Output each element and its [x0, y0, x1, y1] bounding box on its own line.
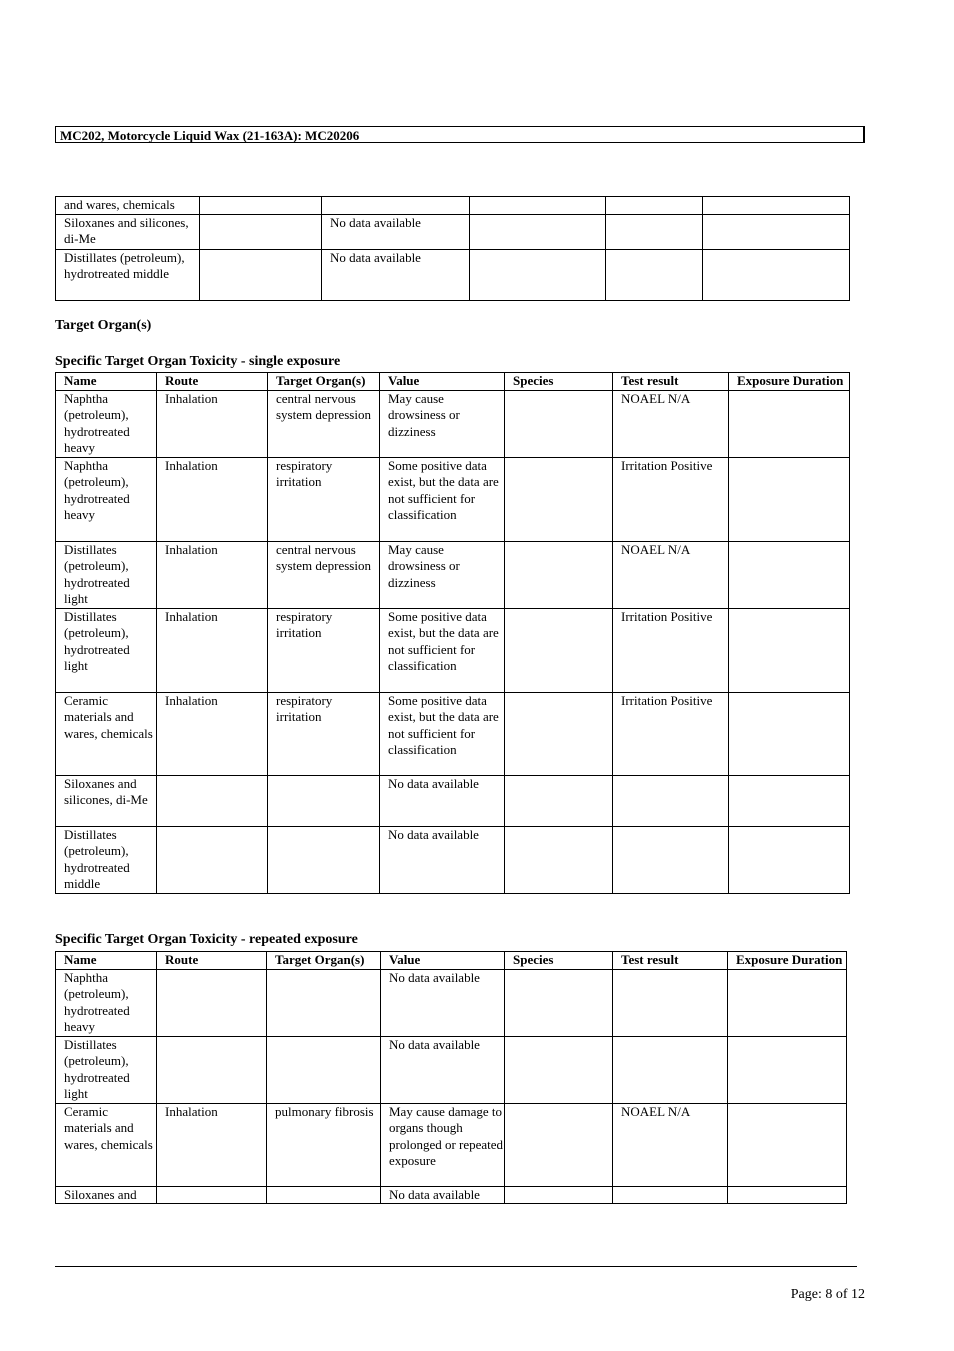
- table-cell: Naphtha (petroleum), hydrotreated heavy: [56, 390, 157, 457]
- table-cell: [613, 1036, 728, 1103]
- table-cell: pulmonary fibrosis: [267, 1103, 381, 1186]
- table-row: [56, 249, 850, 300]
- column-header: Route: [157, 952, 267, 970]
- table-cell: May cause damage to organs though prolonged or repeated exposure: [381, 1103, 505, 1186]
- column-header: Value: [381, 952, 505, 970]
- table-cell: [470, 249, 606, 300]
- table-cell: [505, 1036, 613, 1103]
- table-cell: and wares, chemicals: [56, 197, 200, 215]
- table-row: [56, 692, 850, 775]
- table-row: [56, 608, 850, 692]
- table-cell: Ceramic materials and wares, chemicals: [56, 1103, 157, 1186]
- table-cell: Inhalation: [157, 390, 268, 457]
- table-row: [56, 197, 850, 215]
- column-header: Value: [380, 373, 505, 391]
- table-row: [56, 1103, 847, 1186]
- footer-rule: [55, 1266, 857, 1267]
- table-row: [56, 457, 850, 541]
- table-cell: [606, 197, 703, 215]
- table-cell: [200, 249, 322, 300]
- table-cell: Irritation Positive: [613, 692, 729, 775]
- table-cell: [728, 969, 847, 1036]
- target-organs-heading: Target Organ(s): [55, 318, 152, 333]
- table-cell: Naphtha (petroleum), hydrotreated heavy: [56, 457, 157, 541]
- table-cell: [157, 775, 268, 826]
- table-cell: [703, 249, 850, 300]
- table-cell: [729, 457, 850, 541]
- table-cell: Inhalation: [157, 541, 268, 608]
- table-row: [56, 214, 850, 249]
- column-header: Test result: [613, 952, 728, 970]
- table-cell: [505, 775, 613, 826]
- table-cell: [606, 249, 703, 300]
- table-cell: Inhalation: [157, 1103, 267, 1186]
- table-cell: Irritation Positive: [613, 457, 729, 541]
- column-header: Species: [505, 952, 613, 970]
- column-header: Test result: [613, 373, 729, 391]
- table-cell: [157, 969, 267, 1036]
- column-header: Target Organ(s): [267, 952, 381, 970]
- table-cell: [268, 826, 380, 893]
- table-cell: [613, 775, 729, 826]
- table-cell: [505, 541, 613, 608]
- table-cell: [613, 969, 728, 1036]
- column-header: Route: [157, 373, 268, 391]
- table-cell: [728, 1186, 847, 1204]
- page-number: Page: 8 of 12: [790, 1287, 865, 1302]
- table-cell: [200, 214, 322, 249]
- table-cell: Ceramic materials and wares, chemicals: [56, 692, 157, 775]
- table-cell: Irritation Positive: [613, 608, 729, 692]
- table-cell: [728, 1103, 847, 1186]
- continued-table: [55, 196, 850, 301]
- table-cell: Distillates (petroleum), hydrotreated middle: [56, 249, 200, 300]
- column-header: Target Organ(s): [268, 373, 380, 391]
- table-cell: [505, 826, 613, 893]
- table-cell: May cause drowsiness or dizziness: [380, 390, 505, 457]
- table-cell: [613, 826, 729, 893]
- table-cell: respiratory irritation: [268, 457, 380, 541]
- table-cell: [505, 390, 613, 457]
- table-cell: [505, 969, 613, 1036]
- repeated-exposure-title: Specific Target Organ Toxicity - repeated exposure: [55, 932, 358, 947]
- table-cell: Siloxanes and: [56, 1186, 157, 1204]
- column-header: Species: [505, 373, 613, 391]
- document-header: MC202, Motorcycle Liquid Wax (21-163A): MC20206: [55, 126, 865, 143]
- table-cell: respiratory irritation: [268, 692, 380, 775]
- column-header: Exposure Duration: [729, 373, 850, 391]
- table-row: [56, 826, 850, 893]
- table-cell: No data available: [322, 249, 470, 300]
- table-cell: [505, 1103, 613, 1186]
- table-cell: [505, 457, 613, 541]
- table-row: [56, 1036, 847, 1103]
- table-cell: No data available: [381, 1036, 505, 1103]
- table-cell: Distillates (petroleum), hydrotreated middle: [56, 826, 157, 893]
- table-cell: [470, 214, 606, 249]
- column-header: Exposure Duration: [728, 952, 847, 970]
- table-cell: NOAEL N/A: [613, 1103, 728, 1186]
- table-cell: [157, 1186, 267, 1204]
- single-exposure-table: [55, 372, 850, 894]
- table-cell: Distillates (petroleum), hydrotreated light: [56, 541, 157, 608]
- single-exposure-title: Specific Target Organ Toxicity - single exposure: [55, 354, 341, 369]
- table-cell: Inhalation: [157, 692, 268, 775]
- column-header: Name: [56, 373, 157, 391]
- table-cell: NOAEL N/A: [613, 390, 729, 457]
- table-cell: [613, 1186, 728, 1204]
- table-cell: [728, 1036, 847, 1103]
- table-cell: respiratory irritation: [268, 608, 380, 692]
- table-cell: No data available: [381, 1186, 505, 1204]
- table-cell: [729, 608, 850, 692]
- table-cell: Some positive data exist, but the data are not sufficient for classification: [380, 457, 505, 541]
- table-row: [56, 775, 850, 826]
- table-cell: Distillates (petroleum), hydrotreated light: [56, 608, 157, 692]
- table-row: [56, 969, 847, 1036]
- table-cell: No data available: [322, 214, 470, 249]
- table-cell: Siloxanes and silicones, di-Me: [56, 775, 157, 826]
- table-cell: [267, 1036, 381, 1103]
- table-cell: [505, 1186, 613, 1204]
- table-cell: No data available: [380, 826, 505, 893]
- table-cell: Some positive data exist, but the data are not sufficient for classification: [380, 692, 505, 775]
- table-cell: [729, 692, 850, 775]
- repeated-exposure-table: [55, 951, 847, 1204]
- table-cell: Siloxanes and silicones, di-Me: [56, 214, 200, 249]
- table-cell: [268, 775, 380, 826]
- table-cell: [729, 826, 850, 893]
- table-cell: Inhalation: [157, 608, 268, 692]
- table-cell: May cause drowsiness or dizziness: [380, 541, 505, 608]
- table-cell: Some positive data exist, but the data are not sufficient for classification: [380, 608, 505, 692]
- table-cell: Distillates (petroleum), hydrotreated light: [56, 1036, 157, 1103]
- table-row: [56, 1186, 847, 1204]
- table-cell: [157, 826, 268, 893]
- table-row: [56, 390, 850, 457]
- table-cell: Inhalation: [157, 457, 268, 541]
- table-cell: NOAEL N/A: [613, 541, 729, 608]
- table-cell: No data available: [380, 775, 505, 826]
- table-cell: [606, 214, 703, 249]
- table-cell: [729, 775, 850, 826]
- table-cell: [267, 969, 381, 1036]
- table-cell: Naphtha (petroleum), hydrotreated heavy: [56, 969, 157, 1036]
- table-cell: [703, 197, 850, 215]
- table-cell: [703, 214, 850, 249]
- table-cell: [729, 390, 850, 457]
- table-cell: [267, 1186, 381, 1204]
- table-cell: [322, 197, 470, 215]
- table-cell: central nervous system depression: [268, 541, 380, 608]
- table-cell: [200, 197, 322, 215]
- table-row: [56, 541, 850, 608]
- table-cell: No data available: [381, 969, 505, 1036]
- table-cell: [505, 608, 613, 692]
- table-cell: [157, 1036, 267, 1103]
- column-header: Name: [56, 952, 157, 970]
- table-cell: [505, 692, 613, 775]
- table-cell: [729, 541, 850, 608]
- table-cell: [470, 197, 606, 215]
- table-cell: central nervous system depression: [268, 390, 380, 457]
